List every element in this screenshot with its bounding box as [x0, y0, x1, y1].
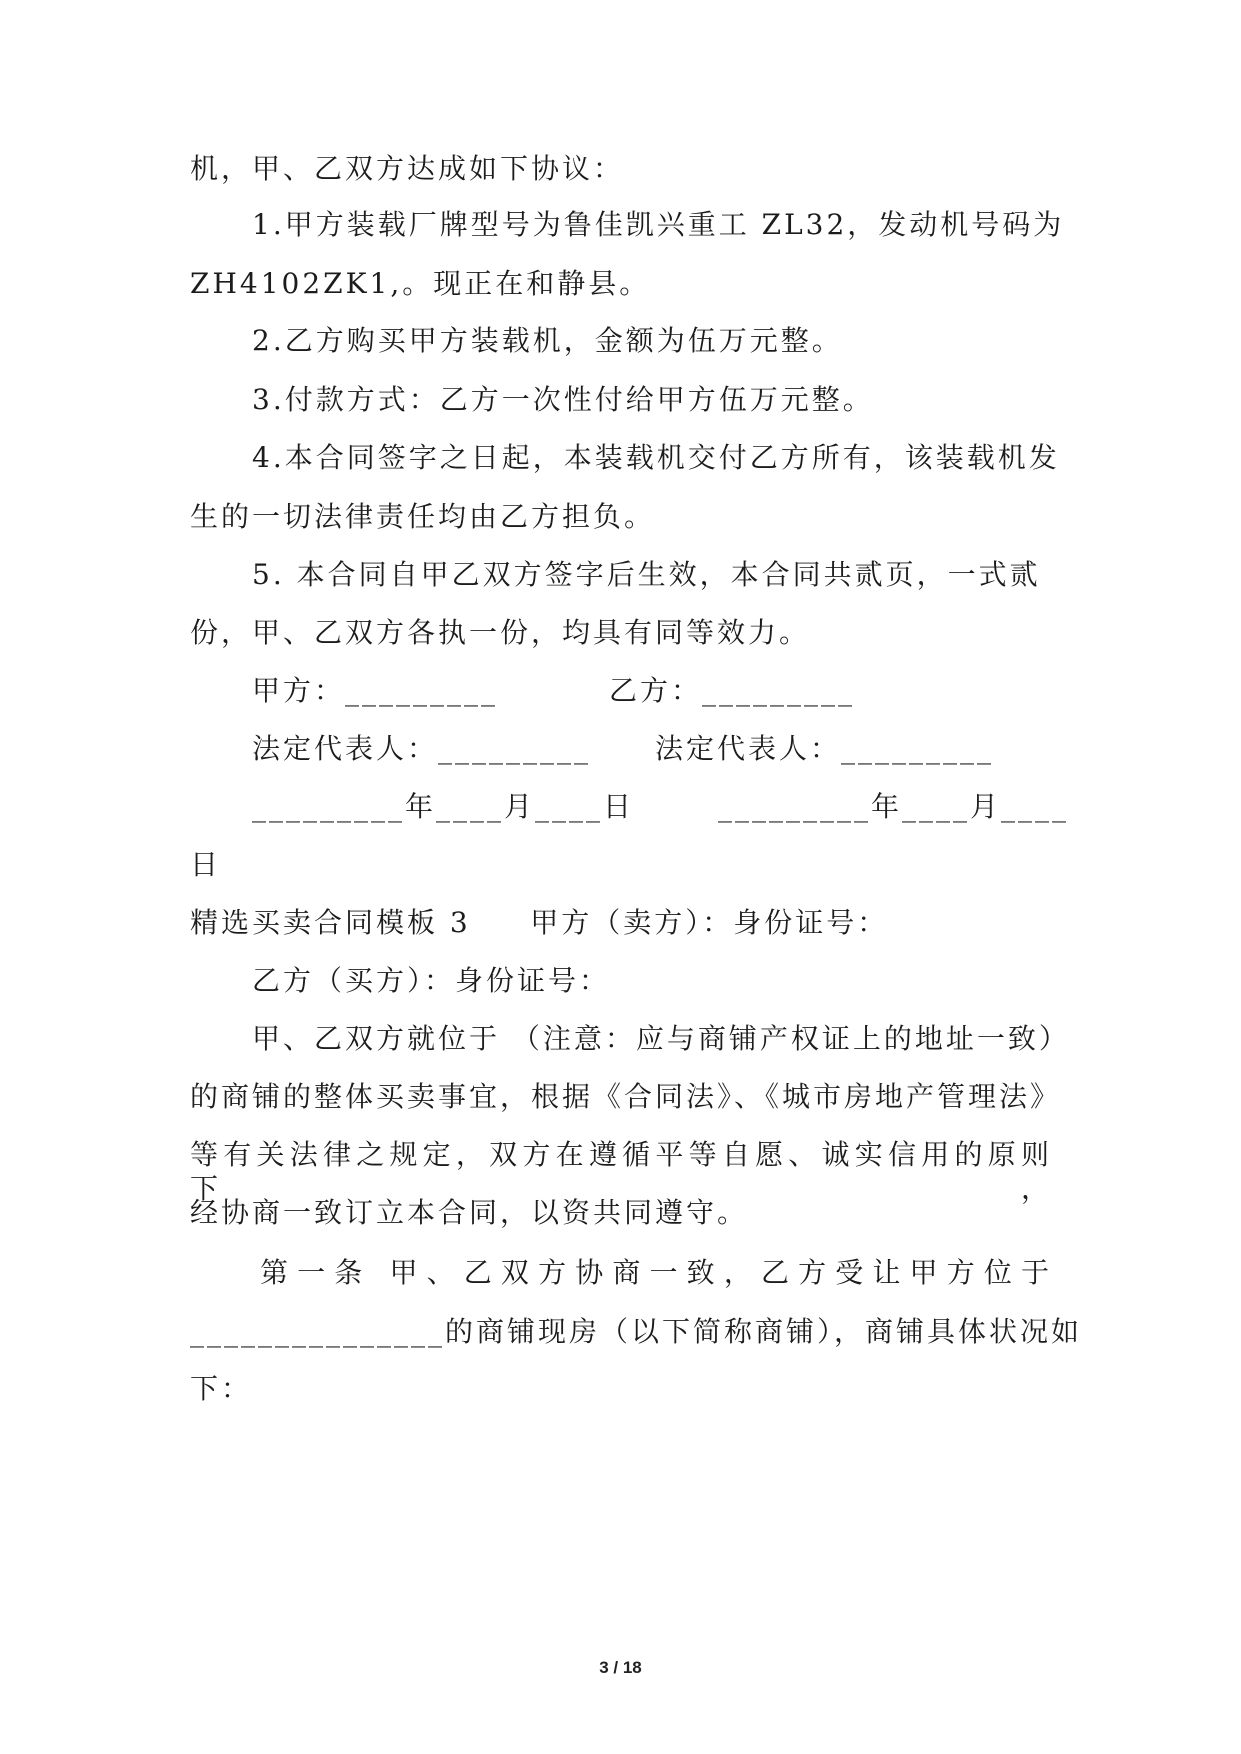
signature-date-a: _________年____月____日 — [252, 790, 635, 823]
signature-party-a: 甲方：_________ — [252, 674, 499, 707]
signature-rep-a: 法定代表人：_________ — [252, 732, 592, 765]
paragraph-line: 下： — [190, 1372, 253, 1405]
signature-rep-b: 法定代表人：_________ — [655, 732, 995, 765]
signature-party-b: 乙方：_________ — [609, 674, 856, 707]
clause-3: 3.付款方式：乙方一次性付给甲方伍万元整。 — [252, 383, 874, 416]
section-title: 精选买卖合同模板 3 甲方（卖方）：身份证号： — [190, 906, 889, 939]
paragraph-line: 甲、乙双方就位于 （注意：应与商铺产权证上的地址一致） — [252, 1022, 1070, 1055]
clause-2: 2.乙方购买甲方装载机，金额为伍万元整。 — [252, 324, 843, 357]
paragraph-line: ZH4102ZK1,。现正在和静县。 — [190, 267, 651, 300]
article-1-heading: 第一条 甲、乙双方协商一致，乙方受让甲方位于 — [260, 1256, 1052, 1289]
paragraph-line: 机，甲、乙双方达成如下协议： — [190, 152, 625, 185]
clause-4: 4.本合同签字之日起，本装载机交付乙方所有，该装载机发 — [252, 441, 1060, 474]
paragraph-line: 份，甲、乙双方各执一份，均具有同等效力。 — [190, 616, 811, 649]
paragraph-line: 的商铺的整体买卖事宜，根据《合同法》、《城市房地产管理法》 — [190, 1080, 1062, 1113]
clause-1: 1.甲方装载厂牌型号为鲁佳凯兴重工 ZL32，发动机号码为 — [252, 208, 1065, 241]
signature-date-b-wrap: 日 — [190, 848, 222, 881]
paragraph-line: 经协商一致订立本合同，以资共同遵守。 — [190, 1196, 749, 1229]
signature-date-b: _________年____月____ — [718, 790, 1070, 823]
paragraph-line: 等有关法律之规定，双方在遵循平等自愿、诚实信用的原则下， — [190, 1138, 1052, 1205]
paragraph-line: 生的一切法律责任均由乙方担负。 — [190, 500, 656, 533]
paragraph-line: _______________的商铺现房（以下简称商铺），商铺具体状况如 — [190, 1315, 1083, 1348]
buyer-line: 乙方（买方）：身份证号： — [252, 964, 611, 997]
clause-5: 5. 本合同自甲乙双方签字后生效，本合同共贰页，一式贰 — [252, 558, 1041, 591]
page-number: 3 / 18 — [599, 1658, 642, 1677]
